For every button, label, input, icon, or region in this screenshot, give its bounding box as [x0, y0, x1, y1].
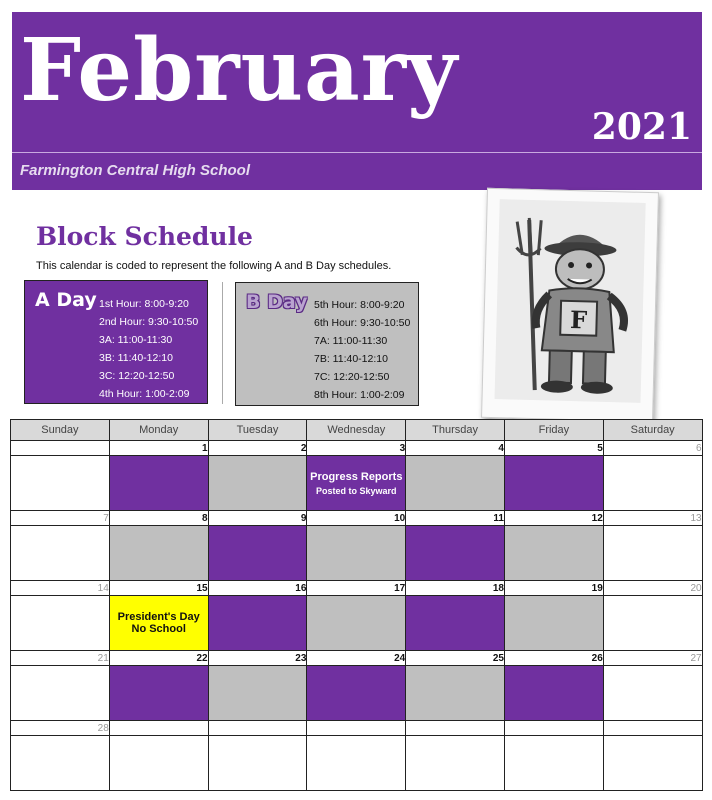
- event-subtitle: No School: [131, 623, 186, 635]
- day-number: 25: [406, 651, 505, 666]
- weekday-header: Saturday: [603, 420, 702, 441]
- a-day-cell: [406, 526, 505, 581]
- day-number: [11, 441, 110, 456]
- a-day-cell: [406, 596, 505, 651]
- b-day-hour: 8th Hour: 1:00-2:09: [314, 389, 405, 401]
- week-number-row: [11, 511, 703, 526]
- a-day-hours: [99, 295, 198, 403]
- day-number: 15: [109, 581, 208, 596]
- day-number: 7: [11, 511, 110, 526]
- day-number: 3: [307, 441, 406, 456]
- b-day-label: B Day: [246, 291, 308, 313]
- day-number: 27: [603, 651, 702, 666]
- day-number: 6: [603, 441, 702, 456]
- day-number: [406, 721, 505, 736]
- day-cell: [603, 736, 702, 791]
- weekday-header: Sunday: [11, 420, 110, 441]
- b-day-cell: [307, 596, 406, 651]
- day-cell: [406, 736, 505, 791]
- a-day-hour: 3C: 12:20-12:50: [99, 370, 175, 382]
- day-number: 10: [307, 511, 406, 526]
- day-cell: [11, 526, 110, 581]
- day-number: [109, 721, 208, 736]
- a-day-cell: [504, 666, 603, 721]
- school-name: Farmington Central High School: [20, 162, 251, 179]
- day-number: [208, 721, 307, 736]
- day-cell: [109, 736, 208, 791]
- day-number: 12: [504, 511, 603, 526]
- farmer-mascot-icon: [495, 199, 646, 403]
- b-day-cell: [504, 596, 603, 651]
- a-day-hour: 4th Hour: 1:00-2:09: [99, 388, 190, 400]
- day-cell: [208, 736, 307, 791]
- week-number-row: [11, 651, 703, 666]
- a-day-hour: 1st Hour: 8:00-9:20: [99, 298, 189, 310]
- day-number: 28: [11, 721, 110, 736]
- day-cell: [504, 736, 603, 791]
- a-day-cell: [109, 666, 208, 721]
- day-number: 21: [11, 651, 110, 666]
- a-day-box: [24, 280, 208, 404]
- mascot-photo: [481, 188, 659, 422]
- weekday-header: Thursday: [406, 420, 505, 441]
- svg-text:F: F: [569, 305, 588, 335]
- week-number-row: [11, 581, 703, 596]
- day-number: 8: [109, 511, 208, 526]
- day-number: 1: [109, 441, 208, 456]
- a-day-cell: [504, 456, 603, 511]
- day-number: 16: [208, 581, 307, 596]
- a-day-label: A Day: [35, 289, 97, 311]
- weekday-header: Monday: [109, 420, 208, 441]
- b-day-cell: [504, 526, 603, 581]
- day-number: 18: [406, 581, 505, 596]
- b-day-box: [235, 282, 419, 406]
- day-cell: [603, 666, 702, 721]
- weekday-header-row: [11, 420, 703, 441]
- weekday-header: Friday: [504, 420, 603, 441]
- event-title: President's Day: [117, 611, 200, 623]
- a-day-hour: 2nd Hour: 9:30-10:50: [99, 316, 199, 328]
- day-number: 5: [504, 441, 603, 456]
- month-title: February: [20, 20, 459, 121]
- b-day-cell: [406, 456, 505, 511]
- day-number: 24: [307, 651, 406, 666]
- day-number: 2: [208, 441, 307, 456]
- week-body-row: [11, 456, 703, 511]
- day-number: 23: [208, 651, 307, 666]
- day-number: 26: [504, 651, 603, 666]
- day-number: 20: [603, 581, 702, 596]
- b-day-hour: 7A: 11:00-11:30: [314, 335, 388, 347]
- b-day-cell: [109, 526, 208, 581]
- weekday-header: Tuesday: [208, 420, 307, 441]
- header-banner: [12, 12, 702, 190]
- b-day-hour: 7B: 11:40-12:10: [314, 353, 388, 365]
- farmer-mascot-image: [495, 199, 646, 403]
- a-day-cell: [109, 456, 208, 511]
- day-cell: [11, 736, 110, 791]
- day-number: 19: [504, 581, 603, 596]
- a-day-cell: [208, 526, 307, 581]
- schedule-divider: [222, 282, 223, 404]
- february-calendar: [10, 419, 703, 791]
- b-day-cell: [208, 666, 307, 721]
- holiday-cell-presidents-day: [109, 596, 208, 651]
- day-number: [603, 721, 702, 736]
- week-body-row: [11, 666, 703, 721]
- weekday-header: Wednesday: [307, 420, 406, 441]
- event-subtitle: Posted to Skyward: [316, 485, 397, 496]
- a-day-cell: [307, 666, 406, 721]
- day-cell: [307, 736, 406, 791]
- day-cell: [11, 456, 110, 511]
- day-number: 13: [603, 511, 702, 526]
- b-day-cell: [208, 456, 307, 511]
- day-number: 11: [406, 511, 505, 526]
- day-number: 4: [406, 441, 505, 456]
- week-body-row: [11, 526, 703, 581]
- day-number: [307, 721, 406, 736]
- event-title: Progress Reports: [310, 470, 403, 483]
- b-day-hour: 6th Hour: 9:30-10:50: [314, 317, 411, 329]
- day-number: 17: [307, 581, 406, 596]
- day-cell: [11, 596, 110, 651]
- day-number: 9: [208, 511, 307, 526]
- year-label: 2021: [591, 106, 692, 148]
- b-day-hour: 7C: 12:20-12:50: [314, 371, 390, 383]
- b-day-hours: [314, 296, 410, 404]
- day-number: [504, 721, 603, 736]
- day-cell: [603, 596, 702, 651]
- a-day-hour: 3B: 11:40-12:10: [99, 352, 173, 364]
- b-day-hour: 5th Hour: 8:00-9:20: [314, 299, 405, 311]
- week-body-row: [11, 736, 703, 791]
- day-cell: [603, 526, 702, 581]
- b-day-cell: [406, 666, 505, 721]
- schedule-intro: This calendar is coded to represent the following A and B Day schedules.: [36, 260, 392, 272]
- week-number-row: [11, 721, 703, 736]
- banner-divider: [12, 152, 702, 153]
- a-day-cell-progress-reports: [307, 456, 406, 511]
- week-body-row: [11, 596, 703, 651]
- day-number: 14: [11, 581, 110, 596]
- a-day-cell: [208, 596, 307, 651]
- day-cell: [603, 456, 702, 511]
- b-day-cell: [307, 526, 406, 581]
- week-number-row: [11, 441, 703, 456]
- day-cell: [11, 666, 110, 721]
- block-schedule-title: Block Schedule: [36, 222, 253, 251]
- day-number: 22: [109, 651, 208, 666]
- a-day-hour: 3A: 11:00-11:30: [99, 334, 173, 346]
